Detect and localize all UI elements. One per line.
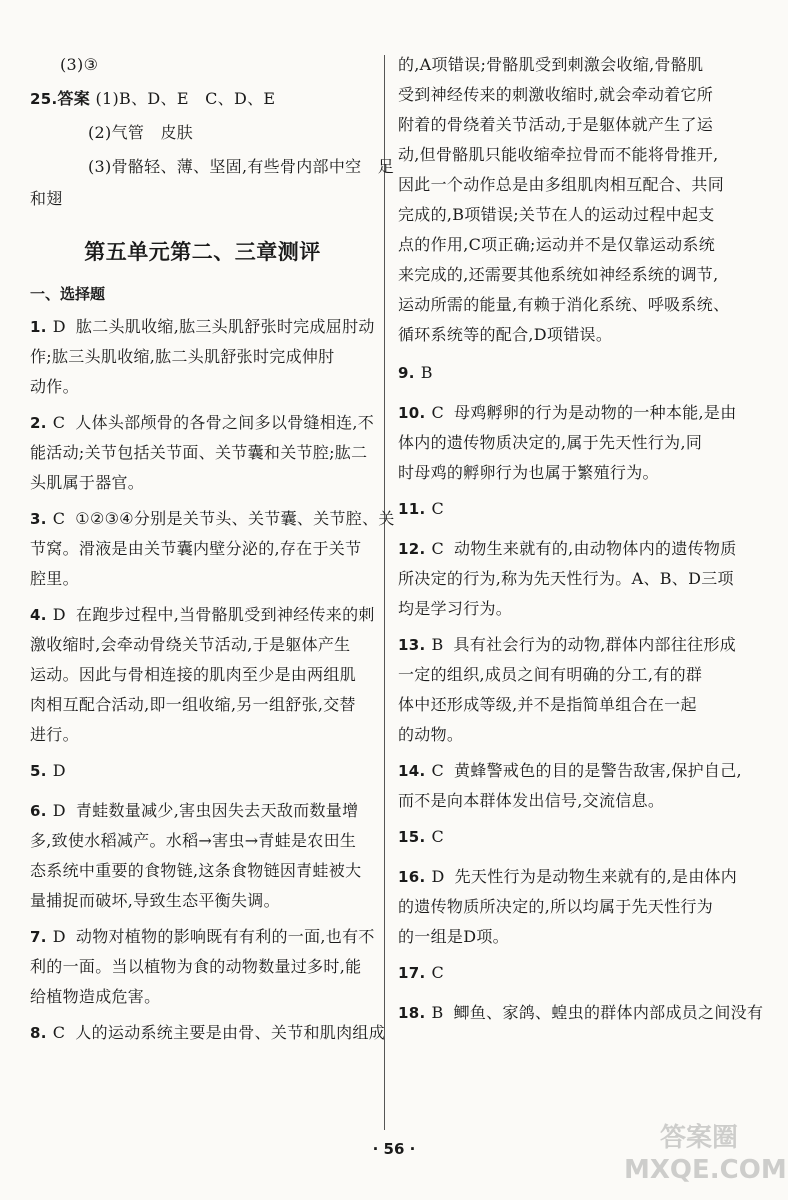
q24-tail: (3)③ [60,55,99,74]
explanation-text: 节窝。滑液是由关节囊内壁分泌的,存在于关节 [30,539,362,558]
left-column [30,50,395,1054]
answer-choice: C [431,539,445,558]
answer-first-line [398,822,758,852]
explanation-text: 人的运动系统主要是由骨、关节和肌肉组成 [75,1023,385,1042]
answer-item [398,998,764,1028]
answer-choice: C [431,761,445,780]
answer-first-line [30,1018,385,1048]
question-number: 18. [398,1004,426,1022]
explanation-text: 而不是向本群体发出信号,交流信息。 [398,791,665,810]
answer-choice: B [431,1003,444,1022]
answer-choice: D [52,605,66,624]
answer-choice: B [420,363,433,382]
question-number: 8. [30,1024,47,1042]
column-divider [384,55,385,1130]
explanation-text: 黄蜂警戒色的目的是警告敌害,保护自己, [454,761,742,780]
question-number: 1. [30,318,47,336]
question-number: 7. [30,928,47,946]
question-number: 14. [398,762,426,780]
answer-item [30,796,375,916]
question-number: 11. [398,500,426,518]
answer-item [398,958,758,988]
answer-first-line [398,862,758,892]
watermark-logo: 答案圈 MXQE.COM [624,1123,787,1185]
answer-choice: C [431,499,445,518]
answer-choice: C [52,1023,66,1042]
explanation-text: 动,但骨骼肌只能收缩牵拉骨而不能将骨推开, [398,145,719,164]
answer-first-line [30,756,375,786]
q25-part3b: 和翅 [30,189,63,208]
answer-item [398,822,758,852]
answer-item [398,756,758,816]
question-number: 2. [30,414,47,432]
question-number: 13. [398,636,426,654]
q25-answer-label: 答案 [57,89,91,108]
explanation-text: 给植物造成危害。 [30,987,161,1006]
question-number: 15. [398,828,426,846]
answer-first-line [398,398,758,428]
explanation-text: 的一组是D项。 [398,927,509,946]
section-heading: 一、选择题 [30,285,106,303]
explanation-text: 激收缩时,会牵动骨绕关节活动,于是躯体产生 [30,635,351,654]
q25-line1 [30,84,375,114]
answer-first-line [398,494,758,524]
explanation-text: 的遗传物质所决定的,所以均属于先天性行为 [398,897,714,916]
answer-item [30,504,395,594]
answer-first-line [398,998,764,1028]
explanation-text: 循环系统等的配合,D项错误。 [398,325,613,344]
explanation-text: 多,致使水稻减产。水稻→害虫→青蛙是农田生 [30,831,357,850]
q25-part1: (1)B、D、E C、D、E [95,89,276,108]
question-number: 9. [398,364,415,382]
answer-item [30,408,375,498]
left-answer-list [30,312,395,1048]
answer-item [30,756,375,786]
question-number: 10. [398,404,426,422]
question-number: 17. [398,964,426,982]
explanation-text: 肱二头肌收缩,肱三头肌舒张时完成屈肘动 [75,317,375,336]
answer-item [398,358,758,388]
answer-first-line [398,630,758,660]
answer-choice: C [52,413,66,432]
answer-item [30,922,375,1012]
question-number: 12. [398,540,426,558]
explanation-text: 点的作用,C项正确;运动并不是仅靠运动系统 [398,235,716,254]
question-number: 3. [30,510,47,528]
explanation-text: 运动。因此与骨相连接的肌肉至少是由两组肌 [30,665,357,684]
answer-choice: D [431,867,445,886]
page-title: 第五单元第二、三章测评 [84,240,321,264]
answer-choice: B [431,635,444,654]
answer-choice: D [52,317,66,336]
explanation-text: 动物生来就有的,由动物体内的遗传物质 [454,539,737,558]
page-number: · 56 · [372,1140,416,1158]
answer-item [398,630,758,750]
answer-choice: C [431,827,445,846]
explanation-text: 青蛙数量减少,害虫因失去天敌而数量增 [75,801,359,820]
explanation-text: 母鸡孵卵的行为是动物的一种本能,是由 [454,403,737,422]
answer-choice: C [52,509,66,528]
explanation-text: 头肌属于器官。 [30,473,145,492]
explanation-text: 作;肱三头肌收缩,肱二头肌舒张时完成伸肘 [30,347,335,366]
q25-number: 25. [30,90,58,108]
answer-first-line [398,534,758,564]
explanation-text: 受到神经传来的刺激收缩时,就会牵动着它所 [398,85,714,104]
explanation-text: 具有社会行为的动物,群体内部往往形成 [453,635,737,654]
explanation-text: 在跑步过程中,当骨骼肌受到神经传来的刺 [75,605,375,624]
explanation-text: 动物对植物的影响既有有利的一面,也有不 [75,927,375,946]
answer-first-line [398,358,758,388]
right-answer-list [398,358,764,1028]
explanation-text: 人体头部颅骨的各骨之间多以骨缝相连,不 [75,413,375,432]
answer-choice: D [52,761,66,780]
explanation-text: 能活动;关节包括关节面、关节囊和关节腔;肱二 [30,443,368,462]
explanation-text: 的,A项错误;骨骼肌受到刺激会收缩,骨骼肌 [398,55,704,74]
answer-choice: C [431,963,445,982]
question-number: 6. [30,802,47,820]
explanation-text: 时母鸡的孵卵行为也属于繁殖行为。 [398,463,659,482]
explanation-text: 附着的骨绕着关节活动,于是躯体就产生了运 [398,115,714,134]
explanation-text: 利的一面。当以植物为食的动物数量过多时,能 [30,957,362,976]
answer-first-line [398,756,758,786]
q8-continuation [398,50,758,350]
answer-first-line [30,600,375,630]
explanation-text: 态系统中重要的食物链,这条食物链因青蛙被大 [30,861,362,880]
explanation-text: 体内的遗传物质决定的,属于先天性行为,同 [398,433,703,452]
q25-part3a: (3)骨骼轻、薄、坚固,有些骨内部中空 足 [88,157,395,176]
answer-first-line [30,312,375,342]
explanation-text: 因此一个动作总是由多组肌肉相互配合、共同 [398,175,725,194]
explanation-text: 腔里。 [30,569,79,588]
explanation-text: 均是学习行为。 [398,599,513,618]
explanation-text: 体中还形成等级,并不是指简单组合在一起 [398,695,697,714]
answer-choice: D [52,927,66,946]
explanation-text: ①②③④分别是关节头、关节囊、关节腔、关 [75,509,395,528]
question-number: 16. [398,868,426,886]
explanation-text: 进行。 [30,725,79,744]
answer-item [398,398,758,488]
q25-part2: (2)气管 皮肤 [88,123,194,142]
answer-first-line [30,922,375,952]
right-column [398,50,764,1034]
explanation-text: 量捕捉而破坏,导致生态平衡失调。 [30,891,280,910]
answer-item [398,494,758,524]
answer-first-line [30,408,375,438]
answer-item [398,862,758,952]
explanation-text: 鲫鱼、家鸽、蝗虫的群体内部成员之间没有 [453,1003,764,1022]
answer-item [30,1018,385,1048]
answer-choice: D [52,801,66,820]
explanation-text: 肉相互配合活动,即一组收缩,另一组舒张,交替 [30,695,356,714]
answer-first-line [30,796,375,826]
explanation-text: 一定的组织,成员之间有明确的分工,有的群 [398,665,703,684]
answer-item [398,534,758,624]
answer-first-line [398,958,758,988]
explanation-text: 先天性行为是动物生来就有的,是由体内 [454,867,738,886]
explanation-text: 来完成的,还需要其他系统如神经系统的调节, [398,265,719,284]
explanation-text: 所决定的行为,称为先天性行为。A、B、D三项 [398,569,734,588]
answer-choice: C [431,403,445,422]
explanation-text: 的动物。 [398,725,464,744]
question-number: 5. [30,762,47,780]
explanation-text: 完成的,B项错误;关节在人的运动过程中起支 [398,205,715,224]
answer-first-line [30,504,395,534]
answer-item [30,312,375,402]
question-number: 4. [30,606,47,624]
explanation-text: 动作。 [30,377,79,396]
explanation-text: 运动所需的能量,有赖于消化系统、呼吸系统、 [398,295,730,314]
answer-item [30,600,375,750]
